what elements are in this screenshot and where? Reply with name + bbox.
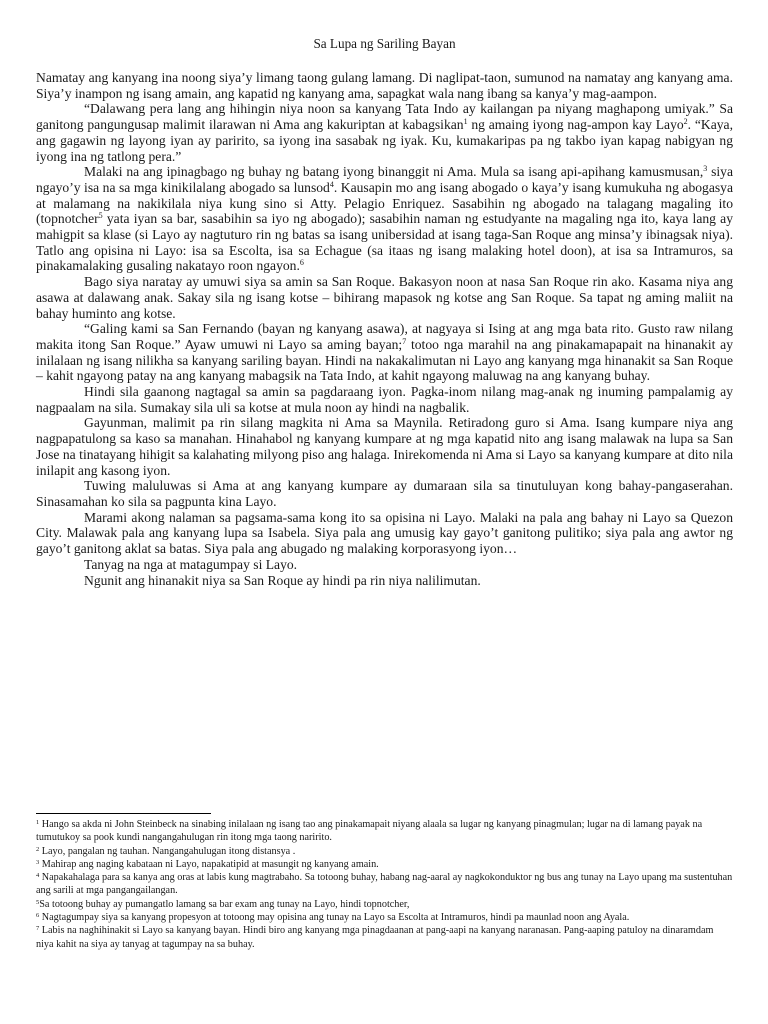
- body-paragraph: [36, 321, 733, 384]
- paragraph-text: Malaki na ang ipinagbago ng buhay ng batang iyong binanggit ni Ama. Mula sa isang api-apihang kamusmusan,: [84, 164, 704, 180]
- footnote-reference: 7: [402, 336, 407, 346]
- paragraph-text: Marami akong nalaman sa pagsama-sama kong ito sa opisina ni Layo. Malaki na pala ang bahay ni Layo sa Quezon City. Malawak pala ang kanyang lupa sa Isabela. Siya pala ang umusig kay gayo’t ganitong pulitiko; siya pala ang awtor ng gayo’t ganitong aklat sa batas. Siya pala ang abugado ng malaking korporasyong iyon…: [36, 509, 733, 557]
- footnote-reference: 4: [329, 179, 334, 189]
- body-paragraph: [36, 573, 733, 589]
- paragraph-text: yata iyan sa bar, sasabihin sa iyo ng abogado); sasabihin naman ng estudyante na magaling nga ito, kaya lang ay mahigpit sa klase (si Layo ay nagtuturo rin ng batas sa isang unibersidad at isang taga-San Roque ang minsa’y ibinagsak niya). Tatlo ang opisina ni Layo: isa sa Escolta, isa sa Echague (sa itaas ng isang malaking hotel doon), at isa sa Intramuros, sa pinakamalaking gusaling nakatayo roon ngayon.: [36, 211, 733, 274]
- paragraph-text: Bago siya naratay ay umuwi siya sa amin sa San Roque. Bakasyon noon at nasa San Roque rin ako. Kasama niya ang asawa at dalawang anak. Sakay sila ng isang kotse – bihirang mapasok ng kotse ang San Roque. Sa tapat ng aming maliit na bahay huminto ang kotse.: [36, 274, 733, 321]
- footnote: [36, 924, 733, 951]
- paragraph-text: Gayunman, malimit pa rin silang magkita ni Ama sa Maynila. Retiradong guro si Ama. Isang kumpare niya ang nagpapatulong sa kaso sa manahan. Hinahabol ng kanyang kumpare at ng mga kapatid nito ang isang malawak na lupa sa San Jose na tinatayang hihigit sa kalahating milyong piso ang halaga. Inirekomenda ni Ama si Layo sa kanyang kumpare at dito nila inilapit ang kasong iyon.: [36, 415, 733, 478]
- body-paragraph: [36, 478, 733, 509]
- body-paragraph: [36, 70, 733, 101]
- footnote-reference: 3: [703, 164, 708, 174]
- paragraph-text: ng amaing iyong nag-ampon kay Layo: [467, 117, 684, 133]
- body-paragraph: [36, 510, 733, 557]
- footnote: [36, 871, 733, 898]
- footnote-text: Hango sa akda ni John Steinbeck na sinabing inilalaan ng isang tao ang pinakamapait niyang alaala sa lugar ng kanyang pinagmulan; lugar na di lamang payak na tumutukoy sa pook kundi nangangahulugan rin itong mga taong naririto.: [36, 819, 703, 844]
- paragraph-text: “Galing kami sa San Fernando (bayan ng kanyang asawa), at nagyaya si Ising at ang mga bata rito. Gusto raw nilang makita itong San Roque.” Ayaw umuwi ni Layo sa aming bayan;: [36, 321, 733, 352]
- footnote-text: Layo, pangalan ng tauhan. Nangangahulugan itong distansya .: [39, 845, 296, 857]
- paragraph-text: . “Kaya, ang gagawin ng layong iyan ay paririto, sa iyong ina sasabak ng iyak. Ku, kumakaripas pa ng takbo iyan kapag nabigyan ng iyong ina ng tatlong pera.”: [36, 117, 733, 164]
- footnote-number: 2: [36, 845, 40, 853]
- body-paragraph: [36, 274, 733, 321]
- document-body: [36, 70, 733, 588]
- paragraph-text: Tuwing maluluwas si Ama at ang kanyang kumpare ay dumaraan sila sa tinutuluyan kong bahay-pangaserahan. Sinasamahan ko sila sa pagpunta kina Layo.: [36, 478, 733, 509]
- footnote: [36, 845, 733, 858]
- footnote-number: 6: [36, 912, 40, 920]
- document-page: [36, 36, 733, 588]
- footnote-reference: 5: [98, 211, 103, 221]
- footnote: [36, 818, 733, 845]
- paragraph-text: siya ngayo’y isa na sa mga kinikilalang abogado sa lunsod: [36, 164, 733, 195]
- body-paragraph: [36, 384, 733, 415]
- footnote-number: 5: [36, 898, 40, 906]
- body-paragraph: [36, 101, 733, 164]
- paragraph-text: Tanyag na nga at matagumpay si Layo.: [84, 556, 298, 572]
- paragraph-text: Namatay ang kanyang ina noong siya’y limang taong gulang lamang. Di naglipat-taon, sumunod na namatay ang kanyang ama. Siya’y inampon ng isang amain, ang kapatid ng kanyang ama, sapagkat wala nang ibang sa kanya’y mag-aampon.: [36, 70, 733, 101]
- paragraph-text: totoo nga marahil na ang pinakamapapait na hinanakit ay inilalaan ng isang nilikha sa kanyang sariling bayan. Hindi na nakakalimutan ni Layo ang kanyang mga hinanakit sa San Roque – kahit ngayong patay na ang kanyang mabagsik na Tata Indo, at kahit ngayong maluwag na ang kanyang buhay.: [36, 336, 733, 384]
- paragraph-text: . Kausapin mo ang isang abogado o kaya’y isang kumukuha ng abogasya at malamang na nakikilala niya kung sino si Atty. Pelagio Enriquez. Sasabihin ng abogado na talagang magaling ito (topnotcher: [36, 179, 733, 227]
- footnote-number: 3: [36, 858, 40, 866]
- footnote-text: Mahirap ang naging kabataan ni Layo, napakatipid at masungit ng kanyang amain.: [39, 858, 379, 870]
- footnote-divider: [36, 813, 211, 814]
- footnote-text: Sa totoong buhay ay pumangatlo lamang sa bar exam ang tunay na Layo, hindi topnotcher,: [39, 898, 410, 910]
- paragraph-text: Ngunit ang hinanakit niya sa San Roque ay hindi pa rin niya nalilimutan.: [84, 572, 481, 588]
- document-title: Sa Lupa ng Sariling Bayan: [313, 36, 456, 51]
- body-paragraph: [36, 164, 733, 274]
- footnote-text: Nagtagumpay siya sa kanyang propesyon at totoong may opisina ang tunay na Layo sa Escolta at Intramuros, hindi pa maunlad noon ang Ayala.: [39, 912, 630, 924]
- body-paragraph: [36, 557, 733, 573]
- footnote-reference: 6: [299, 258, 304, 268]
- footnote-number: 1: [36, 819, 40, 826]
- paragraph-text: “Dalawang pera lang ang hihingin niya noon sa kanyang Tata Indo ay kailangan pa niyang maghapong umiyak.” Sa ganitong pangungusap malimit ilarawan ni Ama ang kakuriptan at kabagsikan: [36, 101, 733, 133]
- footnote: [36, 911, 733, 924]
- footnote: [36, 858, 733, 871]
- footnote-text: Napakahalaga para sa kanya ang oras at labis kung magtrabaho. Sa totoong buhay, habang nag-aaral ay nagkokonduktor ng bus ang tunay na Layo upang ma sustentuhan ang sarili at mga pangangailangan.: [36, 872, 733, 897]
- paragraph-text: Hindi sila gaanong nagtagal sa amin sa pagdaraang iyon. Pagka-inom nilang mag-anak ng inuming pampalamig ay nagpaalam na sila. Sumakay sila uli sa kotse at mula noon ay hindi na nagbalik.: [36, 384, 733, 415]
- footnote-text: Labis na naghihinakit si Layo sa kanyang bayan. Hindi biro ang kanyang mga pinagdaanan at pang-aapi na kanyang naranasan. Pang-aaping patuloy na dinaramdam niya kahit na siya ay tanyag at tagumpay na sa buhay.: [36, 925, 714, 950]
- footnote-number: 7: [36, 925, 40, 933]
- footnote: [36, 898, 733, 911]
- footnotes-section: [36, 818, 733, 951]
- footnote-number: 4: [36, 872, 40, 880]
- footnote-reference: 2: [683, 117, 688, 127]
- footnote-reference: 1: [463, 117, 468, 127]
- body-paragraph: [36, 415, 733, 478]
